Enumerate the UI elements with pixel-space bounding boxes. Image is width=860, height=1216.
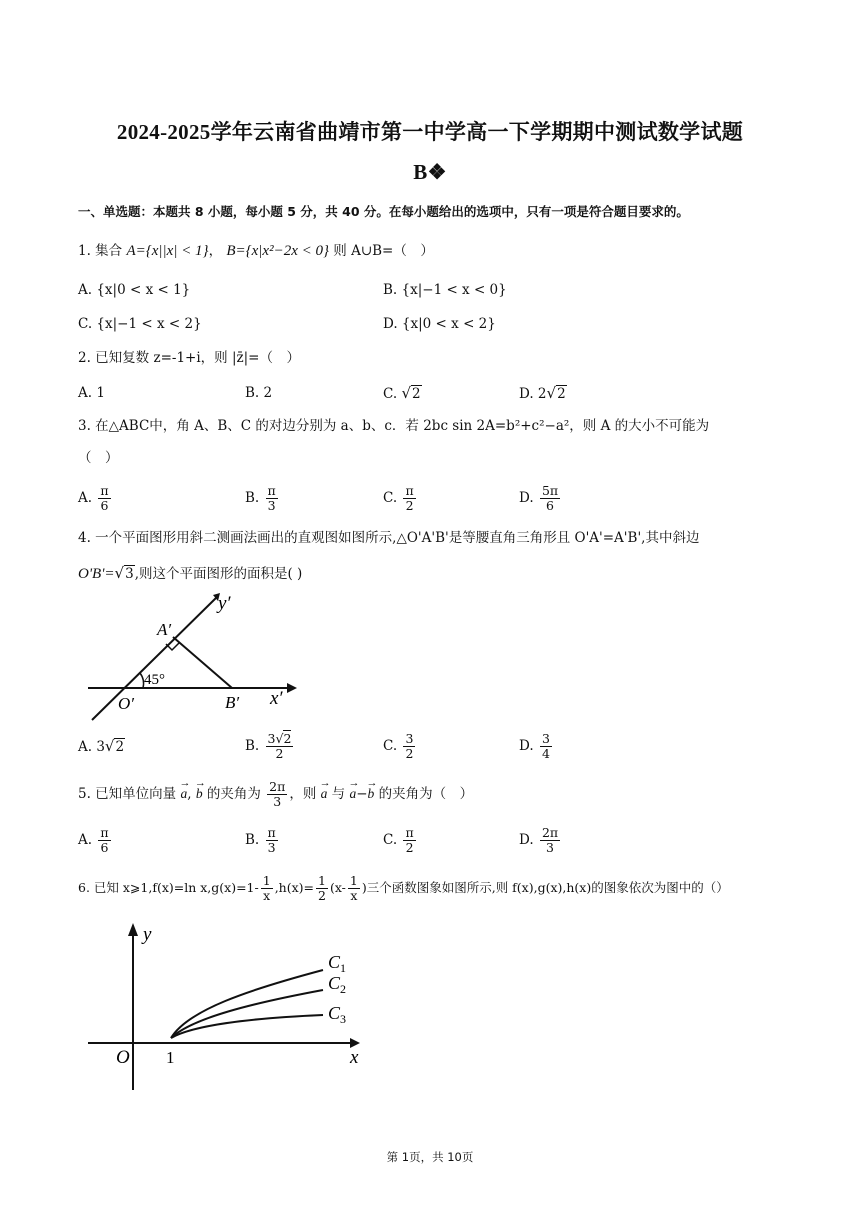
- c1-letter: C: [328, 952, 341, 972]
- q2-option-d-radicand: 2: [557, 386, 566, 402]
- q1-set-a: A={x||x| < 1}: [126, 243, 209, 259]
- q3-option-a-label: A.: [78, 490, 93, 506]
- denominator: 4: [541, 746, 550, 761]
- c2-letter: C: [328, 973, 341, 993]
- vector-a: → a: [180, 784, 187, 804]
- denominator: 2: [318, 888, 326, 903]
- q4-option-a-label: A. 3: [78, 739, 105, 755]
- q2-option-d: D. 2√2: [519, 384, 566, 402]
- denominator: 3: [267, 840, 276, 855]
- origin-label: O′: [118, 694, 134, 713]
- vector-b: → b: [368, 784, 375, 804]
- q3-option-b-fraction: [266, 484, 278, 513]
- curve-c3-label: [328, 1003, 346, 1026]
- q2-option-c-radicand: 2: [412, 386, 421, 402]
- q2-option-a: A. 1: [78, 385, 105, 401]
- q1-option-c: C. {x|−1 < x < 2}: [78, 316, 202, 332]
- q2-option-d-label: D. 2: [519, 386, 547, 402]
- vertex-b-label: B′: [225, 693, 240, 712]
- radicand: 2: [283, 731, 292, 746]
- c2-subscript: 2: [340, 982, 347, 996]
- denominator: 6: [100, 840, 109, 855]
- q4-radicand: 3: [125, 566, 134, 582]
- numerator: π: [100, 483, 109, 498]
- q2-option-c-label: C.: [383, 386, 402, 402]
- q5-option-c-fraction: [403, 826, 415, 855]
- numerator: π: [267, 825, 276, 840]
- question-4-stem: 4. 一个平面图形用斜二测画法画出的直观图如图所示,△O'A'B'是等腰直角三角形且 O'A'=A'B',其中斜边: [78, 530, 700, 546]
- vector-a: → a: [321, 784, 328, 804]
- q5-option-c: [383, 826, 418, 855]
- denominator: 6: [546, 498, 554, 513]
- q3-option-b-label: B.: [245, 490, 260, 506]
- q4-option-c-label: C.: [383, 738, 398, 754]
- q5-option-d-label: D.: [519, 832, 534, 848]
- q6-part1: 6. 已知 x⩾1,f(x)=ln x,g(x)=1-: [78, 880, 259, 895]
- q1-option-d: D. {x|0 < x < 2}: [383, 316, 496, 332]
- q4-option-d-fraction: [540, 732, 552, 761]
- exam-title-suffix: B❖: [413, 160, 447, 184]
- q5-option-d-fraction: [540, 826, 560, 855]
- q6-part3: (x-: [329, 880, 346, 895]
- q5-option-a-label: A.: [78, 832, 93, 848]
- x-axis-label: x′: [270, 688, 283, 709]
- question-4-stem-2: O'B'=√3,则这个平面图形的面积是( ): [78, 564, 303, 582]
- q4-option-d-label: D.: [519, 738, 534, 754]
- y-axis-label: y′: [218, 593, 231, 614]
- q6-part4: )三个函数图象如图所示,则 f(x),g(x),h(x)的图象依次为图中的（）: [361, 880, 729, 895]
- coef: 3: [267, 731, 276, 746]
- question-6-stem: [78, 874, 800, 903]
- denominator: 2: [405, 498, 414, 513]
- q5-option-c-label: C.: [383, 832, 398, 848]
- q4-option-c-fraction: [403, 732, 415, 761]
- q3-option-a: [78, 484, 113, 513]
- graph-one-label: 1: [166, 1048, 175, 1067]
- question-1-stem: 1. 集合 A={x||x| < 1}， B={x|x²−2x < 0} 则 A∪B=（ ）: [78, 243, 434, 259]
- q3-option-d-label: D.: [519, 490, 534, 506]
- numerator: π: [405, 483, 414, 498]
- q4-option-a-radicand: 2: [115, 739, 125, 755]
- page-footer: 第 1页，共 10页: [386, 1150, 474, 1164]
- denominator: 3: [267, 498, 276, 513]
- denominator: 2: [405, 840, 414, 855]
- q4-stem-tail: ,则这个平面图形的面积是( ): [134, 566, 303, 582]
- denominator: x: [350, 888, 358, 903]
- q6-frac-3: [348, 874, 360, 903]
- denominator: 6: [100, 498, 109, 513]
- q6-frac-1: [261, 874, 273, 903]
- graph-y-label: y: [143, 924, 152, 945]
- q1-option-b: B. {x|−1 < x < 0}: [383, 282, 507, 298]
- curve-c1-label: [328, 952, 346, 975]
- exam-title: 2024-2025学年云南省曲靖市第一中学高一下学期期中测试数学试题: [116, 120, 744, 144]
- denominator: 3: [273, 794, 282, 809]
- q5-option-a: [78, 826, 113, 855]
- q4-option-a: A. 3√2: [78, 737, 125, 755]
- q5-angle-fraction: [267, 780, 287, 809]
- curve-c2-label: [328, 973, 346, 996]
- q2-option-b: B. 2: [245, 385, 273, 401]
- q1-prefix: 1. 集合: [78, 243, 123, 259]
- numerator: 1: [262, 873, 271, 888]
- q5-option-a-fraction: [98, 826, 110, 855]
- q5-option-b: [245, 826, 280, 855]
- q4-segment-label: O'B'=: [78, 566, 115, 582]
- q3-option-b: [245, 484, 280, 513]
- q6-frac-2: [316, 874, 328, 903]
- question-5-stem: 5. 已知单位向量 → a, → b 的夹角为 $\frac{2\pi}{3}$ ，则 → a 与 → a−→ b 的夹角为（ ）: [78, 780, 800, 809]
- q6-function-graph: [88, 918, 378, 1098]
- q3-option-c: [383, 484, 418, 513]
- c1-subscript: 1: [340, 961, 347, 975]
- q5-tail: 的夹角为（ ）: [378, 786, 474, 802]
- q5-option-b-fraction: [266, 826, 278, 855]
- c3-letter: C: [328, 1003, 341, 1023]
- vector-b: → b: [196, 784, 203, 804]
- numerator: 2π: [269, 779, 286, 794]
- numerator: π: [267, 483, 276, 498]
- question-3-stem: 3. 在△ABC中，角 A、B、C 的对边分别为 a、b、c．若 2bc sin 2A=b²+c²−a²，则 A 的大小不可能为: [78, 418, 710, 434]
- denominator: 3: [546, 840, 554, 855]
- question-3-paren: （ ）: [78, 450, 119, 466]
- numerator: 2π: [541, 825, 559, 840]
- numerator: 3: [405, 731, 414, 746]
- q4-option-b-label: B.: [245, 738, 260, 754]
- vertex-a-label: A′: [157, 620, 172, 639]
- q3-option-d-fraction: [540, 484, 560, 513]
- numerator: 5π: [541, 483, 559, 498]
- q5-with: 与: [331, 786, 346, 802]
- q3-option-c-label: C.: [383, 490, 398, 506]
- denominator: 2: [405, 746, 414, 761]
- q5-mid: 的夹角为: [206, 786, 261, 802]
- denominator: 2: [275, 746, 284, 761]
- q1-option-a: A. {x|0 < x < 1}: [78, 282, 191, 298]
- q3-option-a-fraction: [98, 484, 110, 513]
- q1-tail: 则 A∪B=（ ）: [333, 243, 434, 259]
- q4-option-b-fraction: [266, 732, 294, 761]
- question-2-stem: 2. 已知复数 z=-1+i，则 |z̄|=（ ）: [78, 350, 300, 366]
- q2-option-c: C. √2: [383, 384, 421, 402]
- q1-set-b: B={x|x²−2x < 0}: [226, 243, 329, 259]
- q3-option-c-fraction: [403, 484, 415, 513]
- numerator: 3√2: [267, 731, 292, 746]
- minus-sign: −: [356, 786, 368, 802]
- q4-option-b: [245, 732, 295, 761]
- c3-subscript: 3: [340, 1012, 347, 1026]
- q4-option-c: [383, 732, 417, 761]
- numerator: 1: [349, 873, 358, 888]
- q6-part2: ,h(x)=: [274, 880, 314, 895]
- q5-option-d: [519, 826, 562, 855]
- q5-option-b-label: B.: [245, 832, 260, 848]
- graph-origin-label: O: [116, 1047, 130, 1068]
- numerator: π: [100, 825, 109, 840]
- q5-prefix: 5. 已知单位向量: [78, 786, 177, 802]
- q4-option-d: [519, 732, 554, 761]
- q4-oblique-figure: [80, 590, 300, 725]
- section-header: 一、单选题：本题共 8 小题，每小题 5 分，共 40 分。在每小题给出的选项中，只有一项是符合题目要求的。: [78, 204, 689, 219]
- q3-option-d: [519, 484, 562, 513]
- vector-a: → a: [349, 784, 356, 804]
- graph-x-label: x: [350, 1047, 359, 1068]
- q5-then: ，则: [289, 786, 317, 802]
- angle-label: 45°: [144, 672, 165, 688]
- numerator: 1: [318, 873, 326, 888]
- numerator: 3: [541, 731, 550, 746]
- numerator: π: [405, 825, 414, 840]
- denominator: x: [263, 888, 271, 903]
